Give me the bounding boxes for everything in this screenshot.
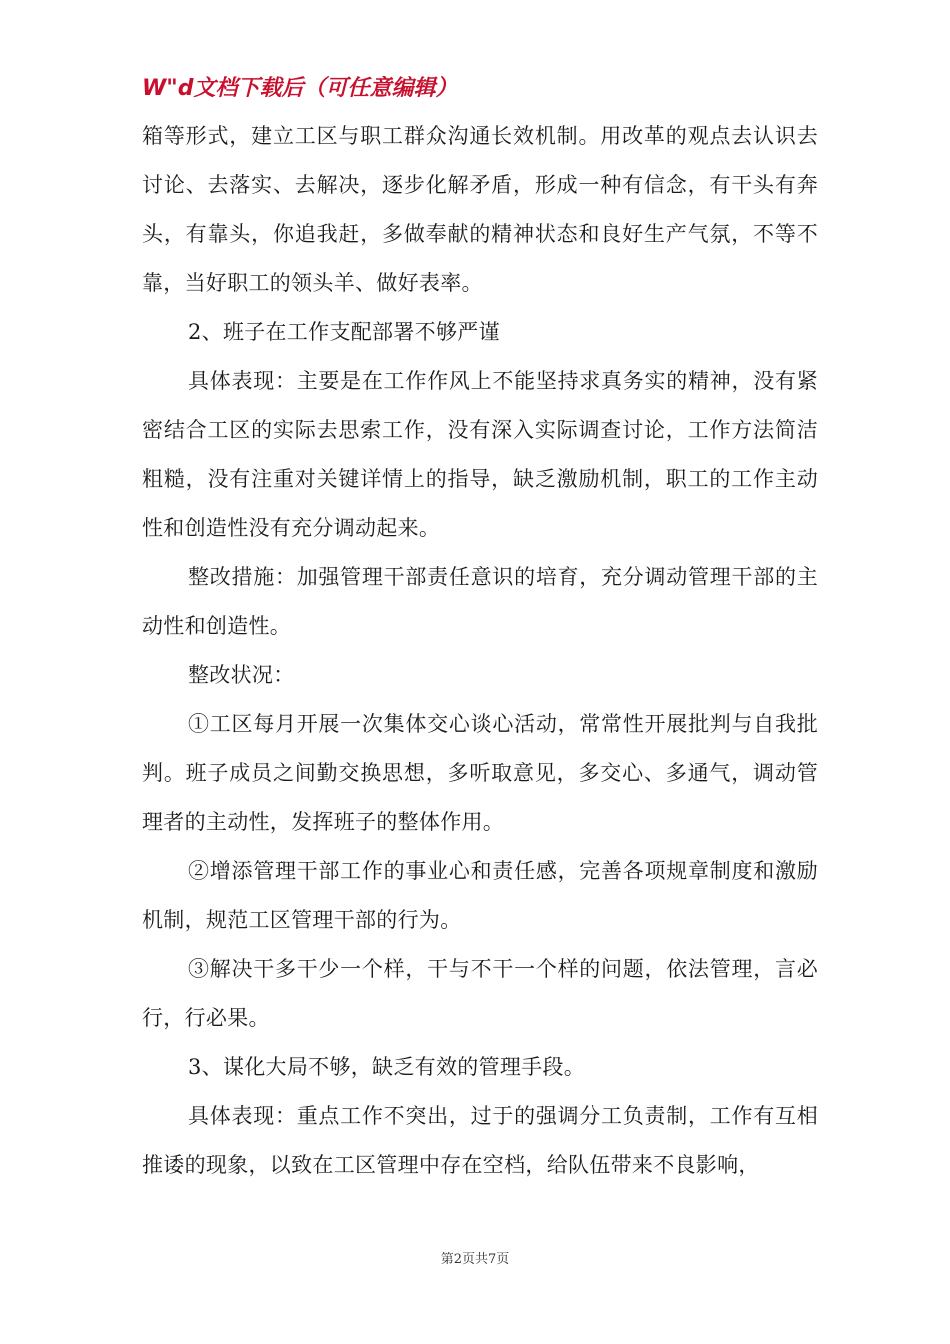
- paragraph-4: 整改措施：加强管理干部责任意识的培育，充分调动管理干部的主动性和创造性。: [142, 565, 818, 638]
- paragraph-1: 箱等形式，建立工区与职工群众沟通长效机制。用改革的观点去认识去讨论、去落实、去解决，逐步化解矛盾，形成一种有信念，有干头有奔头，有靠头，你追我赶，多做奉献的精神状态和良好生产气氛，不等不靠，当好职工的领头羊、做好表率。: [142, 124, 818, 295]
- paragraph-3: 具体表现：主要是在工作作风上不能坚持求真务实的精神，没有紧密结合工区的实际去思索工作，没有深入实际调查讨论，工作方法简洁粗糙，没有注重对关键详情上的指导，缺乏激励机制，职工的工作主动性和创造性没有充分调动起来。: [142, 369, 818, 540]
- paragraph-5: 整改状况：: [188, 663, 295, 687]
- page-number: 第2页共7页: [440, 1252, 510, 1267]
- document-body: [142, 112, 818, 1190]
- document-header: W"d文档下载后（可任意编辑）: [142, 76, 458, 101]
- section-heading-3: 3、谋化大局不够，缺乏有效的管理手段。: [188, 1055, 586, 1079]
- list-item-2: ②增添管理干部工作的事业心和责任感，完善各项规章制度和激励机制，规范工区管理干部的行为。: [142, 859, 818, 932]
- paragraph-10: 具体表现：重点工作不突出，过于的强调分工负责制，工作有互相推诿的现象，以致在工区管理中存在空档，给队伍带来不良影响，: [142, 1104, 818, 1177]
- list-item-1: ①工区每月开展一次集体交心谈心活动，常常性开展批判与自我批判。班子成员之间勤交换思想，多听取意见，多交心、多通气，调动管理者的主动性，发挥班子的整体作用。: [142, 712, 818, 834]
- section-heading-2: 2、班子在工作支配部署不够严谨: [188, 320, 500, 344]
- list-item-3: ③解决干多干少一个样，干与不干一个样的问题，依法管理，言必行，行必果。: [142, 957, 818, 1030]
